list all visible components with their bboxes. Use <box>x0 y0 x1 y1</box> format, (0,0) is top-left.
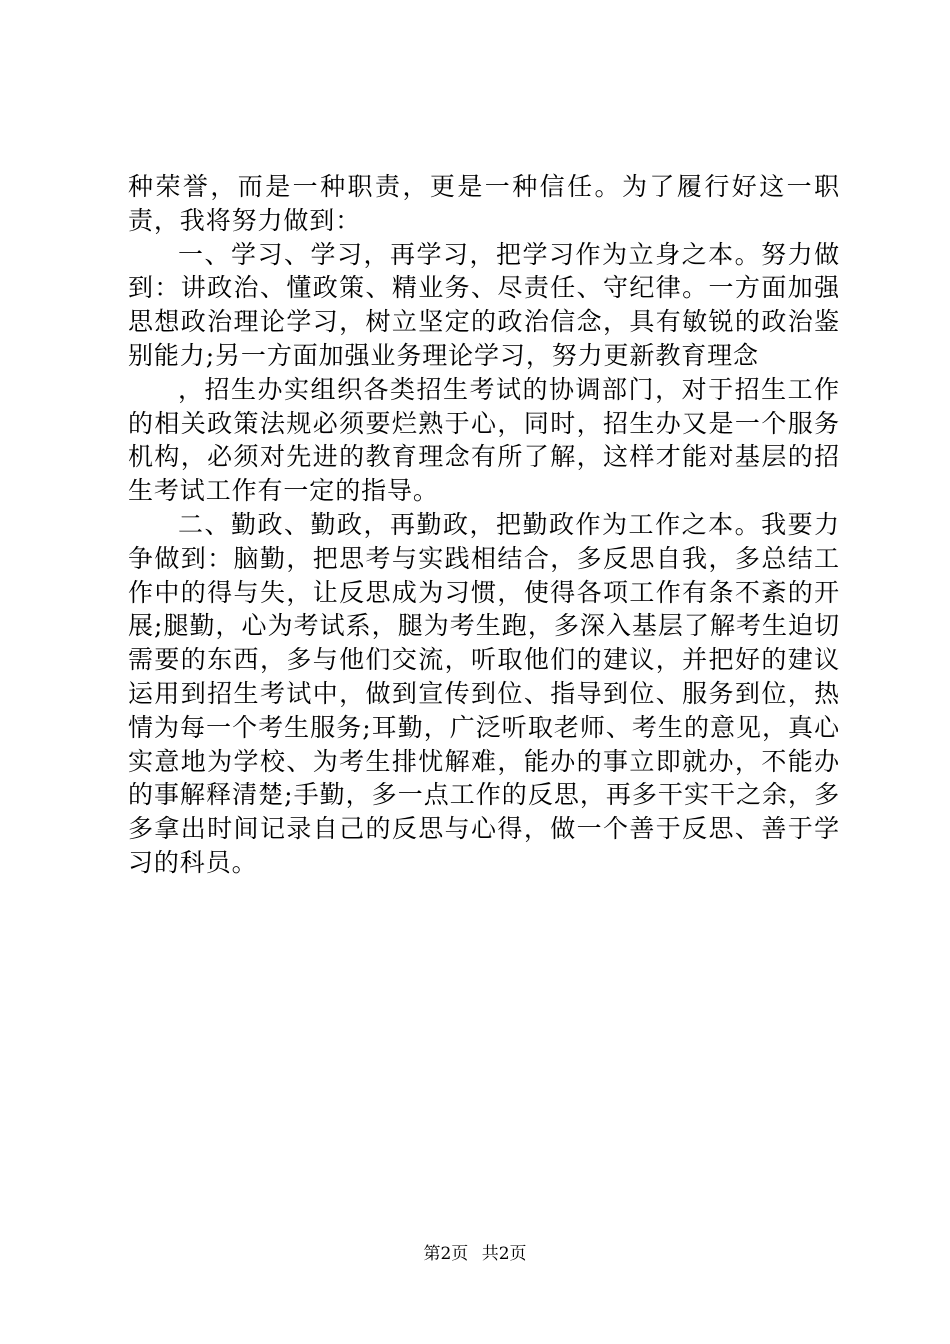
page-total: 共2页 <box>481 1244 527 1264</box>
paragraph-study: 一、学习、学习，再学习，把学习作为立身之本。努力做到：讲政治、懂政策、精业务、尽责任、守纪律。一方面加强思想政治理论学习，树立坚定的政治信念，具有敏锐的政治鉴别能力;另一方面加强业务理论学习，努力更新教育理念 <box>128 239 840 370</box>
paragraph-diligence: 二、勤政、勤政，再勤政，把勤政作为工作之本。我要力争做到：脑勤，把思考与实践相结合，多反思自我，多总结工作中的得与失，让反思成为习惯，使得各项工作有条不紊的开展;腿勤，心为考试系，腿为考生跑，多深入基层了解考生迫切需要的东西，多与他们交流，听取他们的建议，并把好的建议运用到招生考试中，做到宣传到位、指导到位、服务到位，热情为每一个考生服务;耳勤，广泛听取老师、考生的意见，真心实意地为学校、为考生排忧解难，能办的事立即就办，不能办的事解释清楚;手勤，多一点工作的反思，再多干实干之余，多多拿出时间记录自己的反思与心得，做一个善于反思、善于学习的科员。 <box>128 509 840 877</box>
paragraph-admissions-office: ，招生办实组织各类招生考试的协调部门，对于招生工作的相关政策法规必须要烂熟于心，同时，招生办又是一个服务机构，必须对先进的教育理念有所了解，这样才能对基层的招生考试工作有一定的指导。 <box>128 374 840 506</box>
paragraph-continuation: 种荣誉，而是一种职责，更是一种信任。为了履行好这一职责，我将努力做到： <box>128 172 840 235</box>
page-number: 第2页 <box>423 1244 469 1264</box>
document-body <box>128 170 840 880</box>
page-footer <box>0 1242 950 1266</box>
